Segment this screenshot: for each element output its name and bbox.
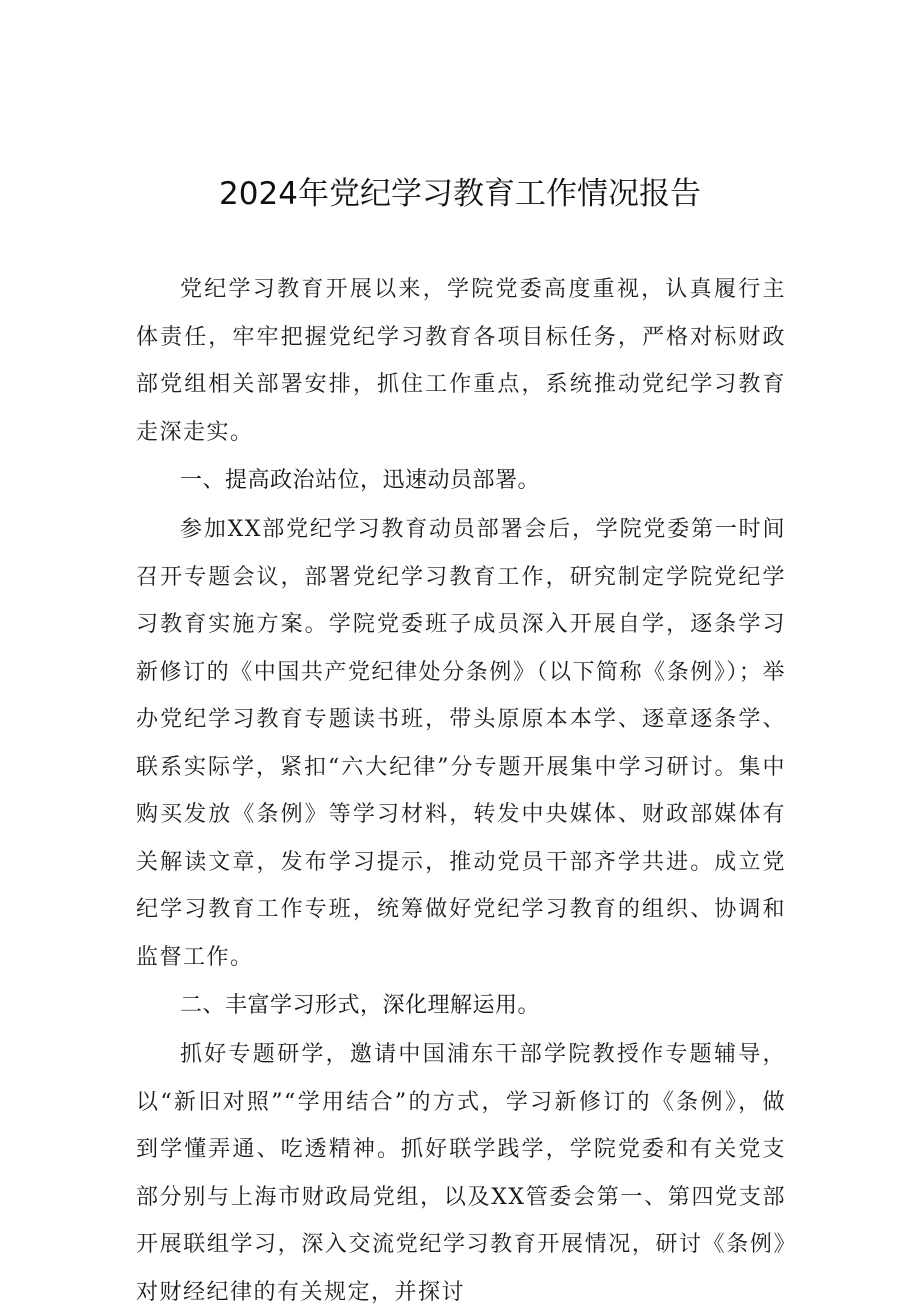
document-title: 2024年党纪学习教育工作情况报告: [219, 176, 701, 212]
section-1-paragraph: 参加XX部党纪学习教育动员部署会后，学院党委第一时间召开专题会议，部署党纪学习教育工作，研究制定学院党纪学习教育实施方案。学院党委班子成员深入开展自学，逐条学习新修订的《中国共产党纪律处分条例》（以下简称《条例》）；举办党纪学习教育专题读书班，带头原原本本学、逐章逐条学、联系实际学，紧扣“六大纪律”分专题开展集中学习研讨。集中购买发放《条例》等学习材料，转发中央媒体、财政部媒体有关解读文章，发布学习提示，推动党员干部齐学共进。成立党纪学习教育工作专班，统筹做好党纪学习教育的组织、协调和监督工作。: [136, 517, 786, 970]
intro-paragraph: 党纪学习教育开展以来，学院党委高度重视，认真履行主体责任，牢牢把握党纪学习教育各项目标任务，严格对标财政部党组相关部署安排，抓住工作重点，系统推动党纪学习教育走深走实。: [136, 277, 786, 445]
section-2-paragraph: 抓好专题研学，邀请中国浦东干部学院教授作专题辅导，以“新旧对照”“学用结合”的方式，学习新修订的《条例》，做到学懂弄通、吃透精神。抓好联学践学，学院党委和有关党支部分别与上海市财政局党组，以及XX管委会第一、第四党支部开展联组学习，深入交流党纪学习教育开展情况，研讨《条例》对财经纪律的有关规定，并探讨: [136, 1042, 786, 1305]
document-body: [136, 266, 786, 1316]
section-1-heading: 一、提高政治站位，迅速动员部署。: [180, 468, 541, 493]
section-2-heading: 二、丰富学习形式，深化理解运用。: [180, 993, 541, 1018]
